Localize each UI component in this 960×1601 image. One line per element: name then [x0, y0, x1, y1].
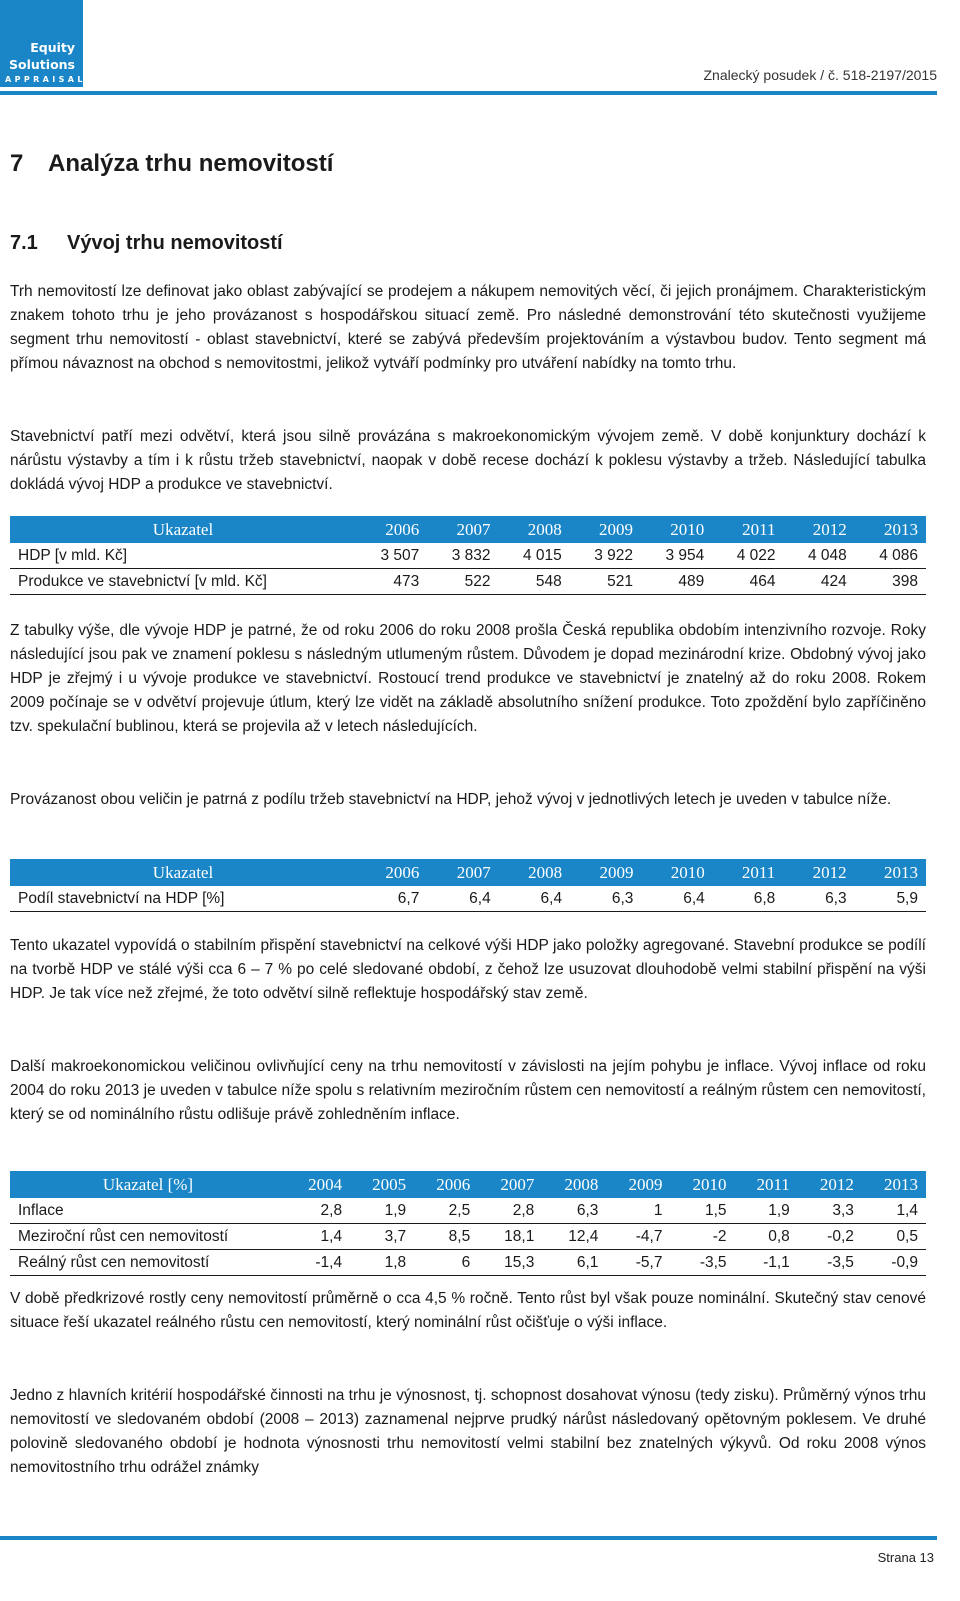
table-cell: -3,5 [670, 1250, 734, 1276]
table-cell: -5,7 [606, 1250, 670, 1276]
table-header-cell: 2010 [670, 1171, 734, 1198]
table-cell: 3 954 [641, 543, 712, 569]
table-row [10, 569, 926, 595]
table-cell: Inflace [10, 1198, 286, 1224]
table-cell: 521 [570, 569, 641, 595]
table-header-cell: 2011 [713, 859, 783, 886]
table-cell: 4 015 [499, 543, 570, 569]
table-cell: 4 022 [712, 543, 783, 569]
table-cell: 6,3 [542, 1198, 606, 1224]
table-header-cell: 2009 [570, 516, 641, 543]
section-heading [10, 150, 333, 178]
table-header-cell: 2012 [798, 1171, 862, 1198]
table-header-cell: Ukazatel [%] [10, 1171, 286, 1198]
subsection-heading [10, 232, 283, 255]
page-number: Strana 13 [877, 1550, 934, 1565]
table-cell: 1 [606, 1198, 670, 1224]
table-header-cell: 2007 [427, 859, 498, 886]
table-cell: 6,4 [427, 886, 498, 912]
table-header-cell: 2007 [427, 516, 498, 543]
table-cell: 8,5 [414, 1224, 478, 1250]
paragraph-6: Další makroekonomickou veličinou ovlivňující ceny na trhu nemovitostí v závislosti na jejím pohybu je inflace. Vývoj inflace od roku 2004 do roku 2013 je uveden v tabulce níže spolu s relativním meziročním růstem cen nemovitostí a reálným růstem cen nemovitostí, který se od nominálního růstu odlišuje právě zohledněním inflace. [10, 1058, 926, 1123]
paragraph-3: Z tabulky výše, dle vývoje HDP je patrné, že od roku 2006 do roku 2008 prošla Česká republika obdobím intenzivního rozvoje. Roky následující jsou pak ve znamení poklesu s následným utlumeným růstem. Důvodem je dopad mezinárodní krize. Obdobný vývoj jako HDP je zřejmý i u vývoje produkce ve stavebnictví. Rostoucí trend produkce ve stavebnictví je znatelný až do roku 2008. Rokem 2009 počínaje se v odvětví projevuje útlum, který lze vidět na základě absolutního snížení produkce. Toto zpoždění bylo zapříčiněno tzv. spekulační bublinou, která se projevila až v letech následujících. [10, 622, 926, 735]
table-cell: 2,8 [286, 1198, 350, 1224]
table-header-cell: 2009 [606, 1171, 670, 1198]
header-divider [0, 91, 937, 95]
table-header-cell: 2008 [499, 516, 570, 543]
table-cell: 4 048 [784, 543, 855, 569]
table-header-cell: 2008 [499, 859, 570, 886]
table-cell: 6,3 [783, 886, 854, 912]
table-cell: 6,3 [570, 886, 641, 912]
inflation-property-prices-table [10, 1171, 926, 1276]
table-header-row [10, 859, 926, 886]
table-header-cell: 2013 [862, 1171, 926, 1198]
table-header-cell: Ukazatel [10, 859, 356, 886]
company-logo [0, 0, 96, 87]
table-cell: 1,4 [286, 1224, 350, 1250]
paragraph-1: Trh nemovitostí lze definovat jako oblast zabývající se prodejem a nákupem nemovitých věcí, či jejich pronájmem. Charakteristickým znakem tohoto trhu je jeho provázanost s hospodářskou situací země. Pro následné demonstrování této skutečnosti využijeme segment trhu nemovitostí - oblast stavebnictví, které se zabývá především projektováním a výstavbou budov. Tento segment má přímou návaznost na obchod s nemovitostmi, jelikož vytváří podmínky pro utváření nabídky na tomto trhu. [10, 283, 926, 372]
table-cell: 0,5 [862, 1224, 926, 1250]
paragraph-7: V době předkrizové rostly ceny nemovitostí průměrně o cca 4,5 % ročně. Tento růst byl však pouze nominální. Skutečný stav cenové situace řeší ukazatel reálného růstu cen nemovitostí, který nominální růst očišťuje o výši inflace. [10, 1290, 926, 1331]
table-header-cell: 2010 [641, 859, 712, 886]
table-cell: 1,4 [862, 1198, 926, 1224]
table-cell: -2 [670, 1224, 734, 1250]
paragraph-2: Stavebnictví patří mezi odvětví, která jsou silně provázána s makroekonomickým vývojem země. V době konjunktury dochází k nárůstu výstavby a tím i k růstu tržeb stavebnictví, naopak v době recese dochází k poklesu výstavby a tržeb. Následující tabulka dokládá vývoj HDP a produkce ve stavebnictví. [10, 428, 926, 493]
table-cell: 1,5 [670, 1198, 734, 1224]
table-cell: Podíl stavebnictví na HDP [%] [10, 886, 356, 912]
logo-line-3: APPRAISALS [5, 75, 96, 84]
table-cell: 6,4 [499, 886, 570, 912]
table-cell: Meziroční růst cen nemovitostí [10, 1224, 286, 1250]
table-cell: 3,3 [798, 1198, 862, 1224]
construction-gdp-share-table [10, 859, 926, 912]
table-row [10, 1198, 926, 1224]
table-cell: -1,4 [286, 1250, 350, 1276]
table-row [10, 886, 926, 912]
subsection-title: Vývoj trhu nemovitostí [67, 232, 283, 254]
table-cell: -1,1 [735, 1250, 798, 1276]
table-cell: Reálný růst cen nemovitostí [10, 1250, 286, 1276]
table-cell: 398 [855, 569, 926, 595]
table-cell: 3,7 [350, 1224, 414, 1250]
table-header-cell: 2008 [542, 1171, 606, 1198]
table-cell: 4 086 [855, 543, 926, 569]
table-cell: 424 [784, 569, 855, 595]
section-title: Analýza trhu nemovitostí [48, 150, 334, 177]
table-cell: 5,9 [855, 886, 926, 912]
table-cell: 522 [427, 569, 498, 595]
logo-line-1: Equity [30, 40, 75, 55]
table-header-cell: 2004 [286, 1171, 350, 1198]
table-header-cell: 2010 [641, 516, 712, 543]
table-cell: 548 [499, 569, 570, 595]
table-cell: 1,8 [350, 1250, 414, 1276]
paragraph-8: Jedno z hlavních kritérií hospodářské činnosti na trhu je výnosnost, tj. schopnost dosahovat výnosu (tedy zisku). Průměrný výnos trhu nemovitostí ve sledovaném období (2008 – 2013) zaznamenal nejprve prudký nárůst následovaný opětovným poklesem. Ve druhé polovině sledovaného období je hodnota výnosnosti trhu nemovitostí velmi stabilní bez znatelných výkyvů. Od roku 2008 výnos nemovitostního trhu odrážel známky [10, 1387, 926, 1476]
table-cell: 3 507 [356, 543, 427, 569]
footer-divider [0, 1536, 937, 1540]
table-header-cell: 2006 [356, 516, 427, 543]
paragraph-5: Tento ukazatel vypovídá o stabilním přispění stavebnictví na celkové výši HDP jako položky agregované. Stavební produkce se podílí na tvorbě HDP ve stálé výši cca 6 – 7 % po celé sledované období, z čehož lze usuzovat dlouhodobě velmi stabilní přispění na výši HDP. Je tak více než zřejmé, že toto odvětví silně reflektuje hospodářský stav země. [10, 937, 926, 1002]
table-cell: 3 832 [427, 543, 498, 569]
paragraph-4: Provázanost obou veličin je patrná z podílu tržeb stavebnictví na HDP, jehož vývoj v jednotlivých letech je uveden v tabulce níže. [10, 791, 892, 808]
logo-line-2: Solutions [9, 57, 75, 72]
table-row [10, 543, 926, 569]
table-cell: 6,8 [713, 886, 783, 912]
table-cell: 2,5 [414, 1198, 478, 1224]
document-reference: Znalecký posudek / č. 518-2197/2015 [703, 67, 937, 83]
table-header-cell: 2011 [735, 1171, 798, 1198]
table-cell: Produkce ve stavebnictví [v mld. Kč] [10, 569, 356, 595]
section-number: 7 [10, 150, 24, 177]
table-cell: -4,7 [606, 1224, 670, 1250]
table-cell: 473 [356, 569, 427, 595]
table-cell: 1,9 [350, 1198, 414, 1224]
table-cell: 6,7 [356, 886, 427, 912]
table-cell: 15,3 [478, 1250, 542, 1276]
table-header-cell: 2011 [712, 516, 783, 543]
table-header-cell: 2009 [570, 859, 641, 886]
table-cell: 2,8 [478, 1198, 542, 1224]
table-cell: -0,2 [798, 1224, 862, 1250]
table-cell: 6,1 [542, 1250, 606, 1276]
table-cell: 18,1 [478, 1224, 542, 1250]
table-cell: 6,4 [641, 886, 712, 912]
table-header-cell: 2006 [356, 859, 427, 886]
table-cell: 0,8 [735, 1224, 798, 1250]
table-header-cell: 2013 [855, 859, 926, 886]
table-cell: -3,5 [798, 1250, 862, 1276]
table-header-cell: 2012 [783, 859, 854, 886]
table-cell: -0,9 [862, 1250, 926, 1276]
table-header-row [10, 1171, 926, 1198]
table-cell: 3 922 [570, 543, 641, 569]
table-cell: 489 [641, 569, 712, 595]
table-header-cell: 2005 [350, 1171, 414, 1198]
table-cell: 1,9 [735, 1198, 798, 1224]
table-header-row [10, 516, 926, 543]
table-cell: 464 [712, 569, 783, 595]
table-header-cell: 2012 [784, 516, 855, 543]
subsection-number: 7.1 [10, 232, 38, 254]
table-cell: 6 [414, 1250, 478, 1276]
table-cell: 12,4 [542, 1224, 606, 1250]
table-row [10, 1224, 926, 1250]
table-header-cell: Ukazatel [10, 516, 356, 543]
gdp-construction-table [10, 516, 926, 595]
table-row [10, 1250, 926, 1276]
table-header-cell: 2013 [855, 516, 926, 543]
table-header-cell: 2006 [414, 1171, 478, 1198]
table-cell: HDP [v mld. Kč] [10, 543, 356, 569]
table-header-cell: 2007 [478, 1171, 542, 1198]
